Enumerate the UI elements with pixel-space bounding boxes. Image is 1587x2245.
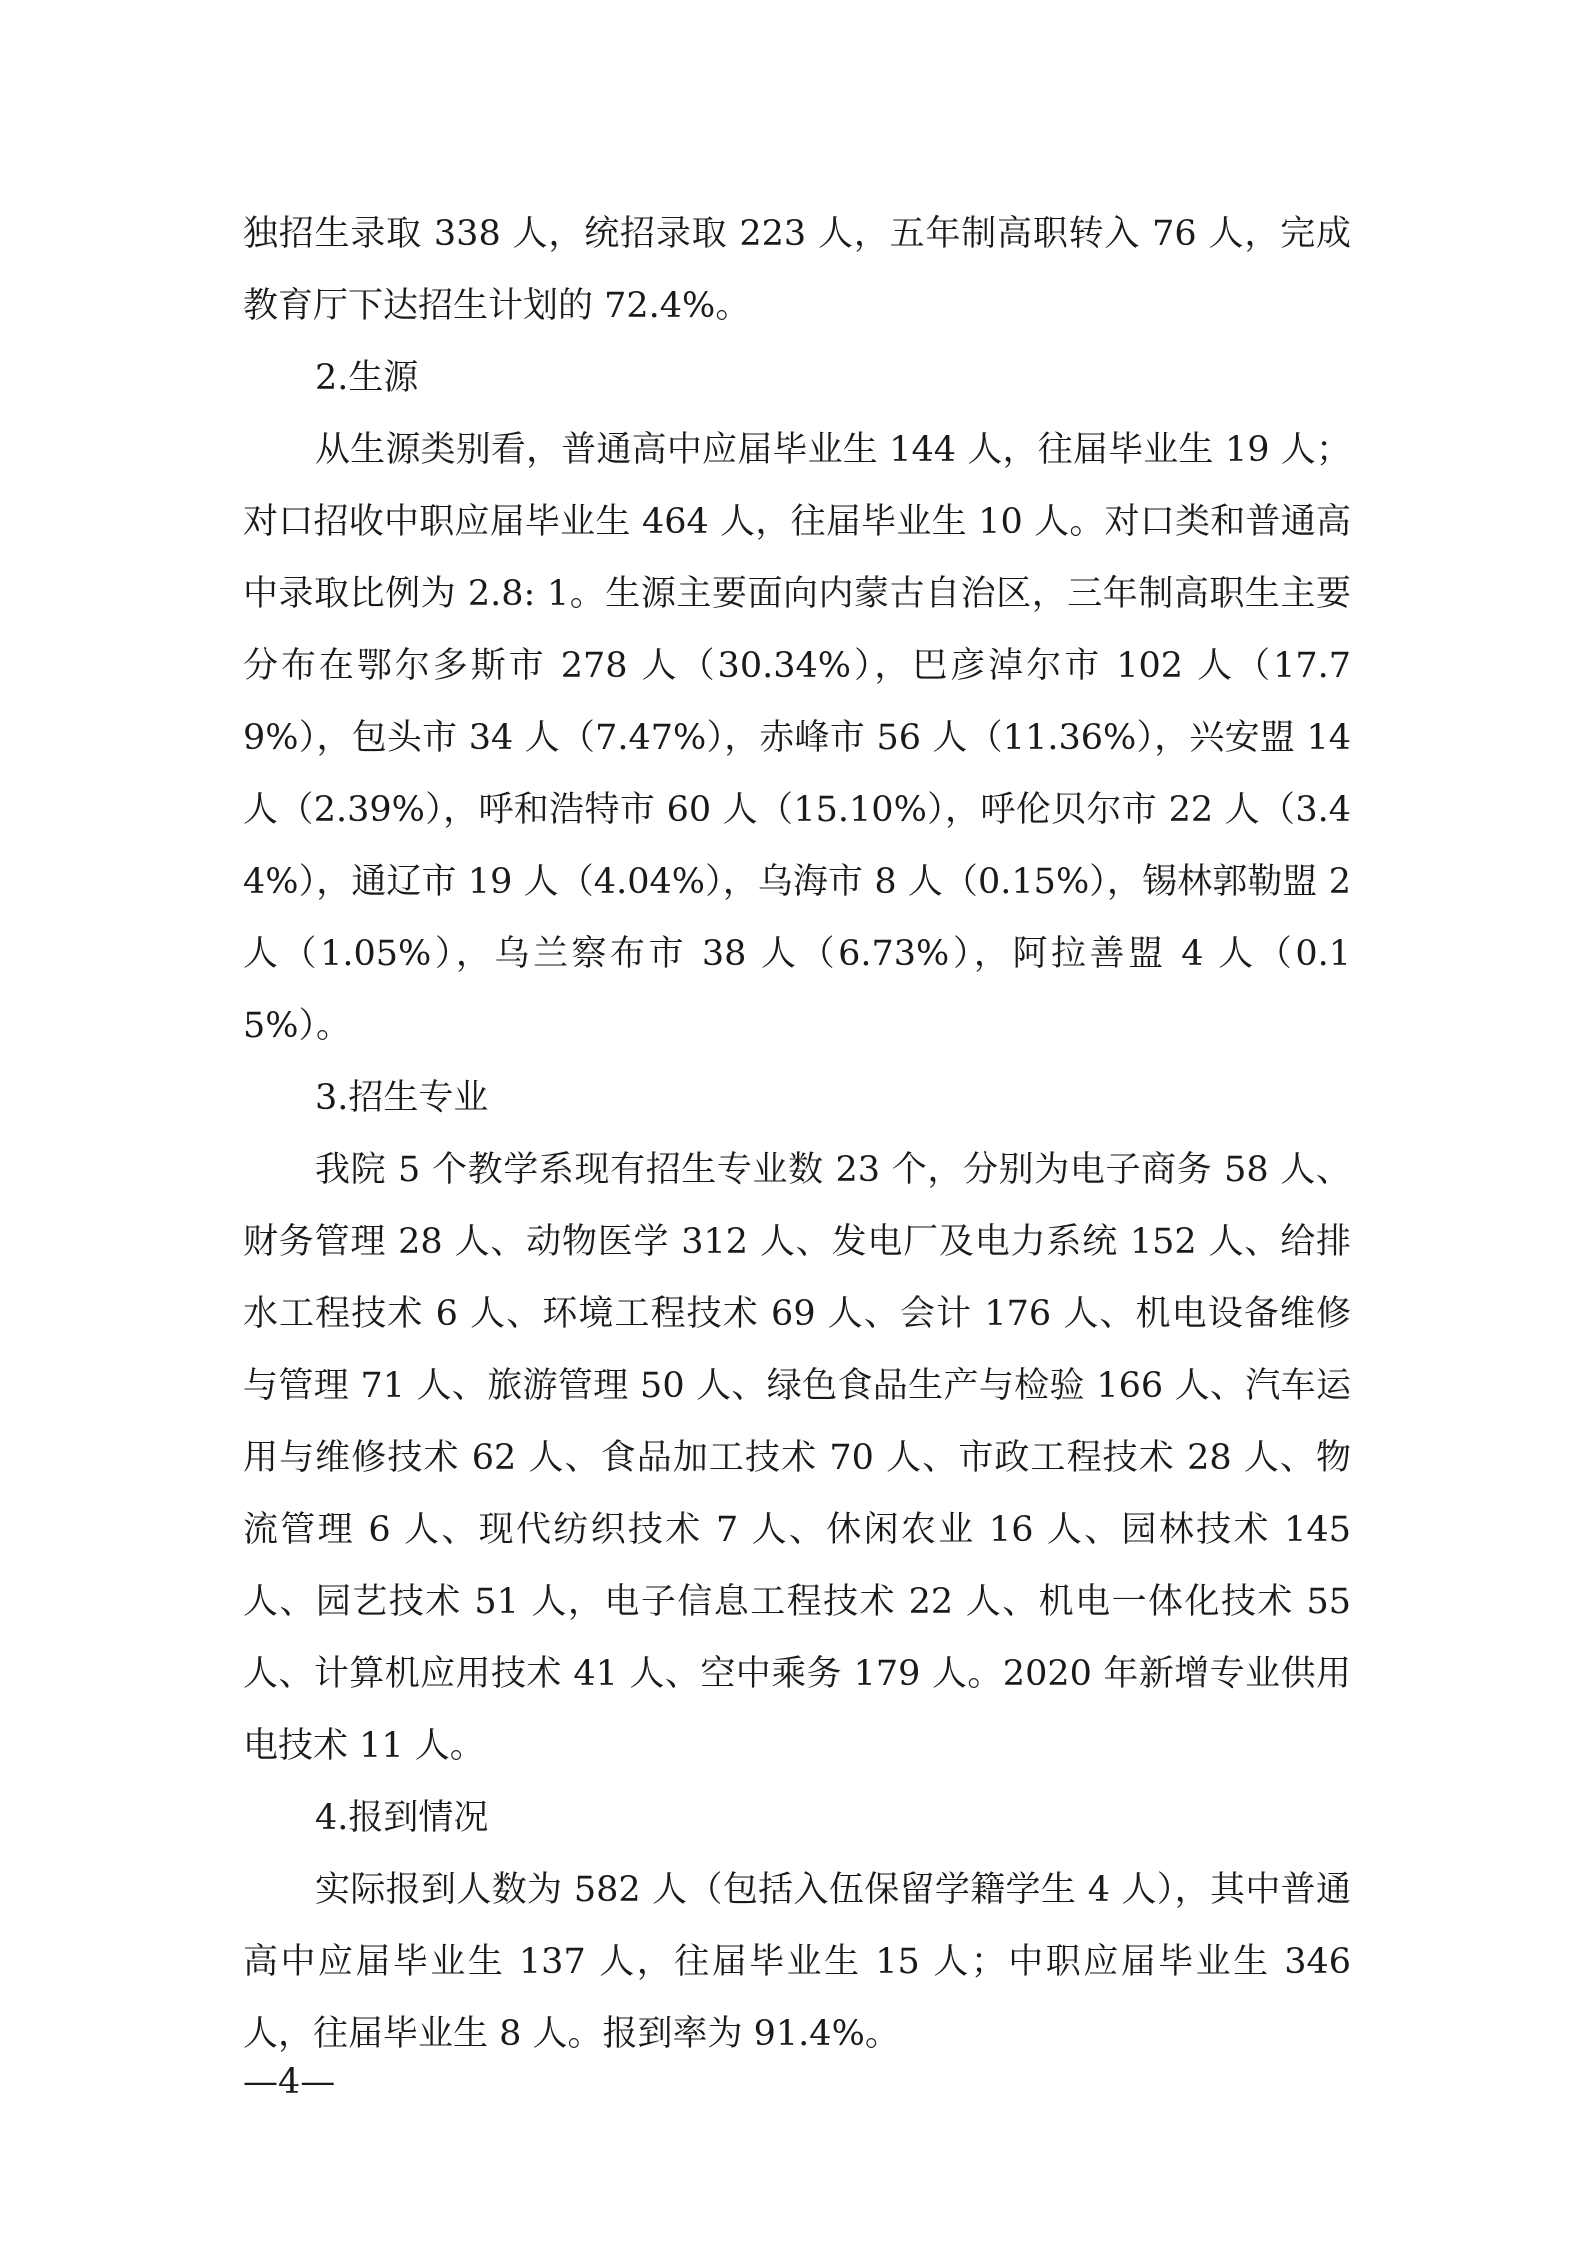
paragraph-student-source: 从生源类别看，普通高中应届毕业生 144 人，往届毕业生 19 人；对口招收中职应届毕业生 464 人，往届毕业生 10 人。对口类和普通高中录取比例为 2.8: 1。生源主要面向内蒙古自治区，三年制高职生主要分布在鄂尔多斯市 278 人（30.34%），巴彦淖尔市 102 人（17.79%），包头市 34 人（7.47%），赤峰市 56 人（11.36%），兴安盟 14 人（2.39%），呼和浩特市 60 人（15.10%），呼伦贝尔市 22 人（3.44%），通辽市 19 人（4.04%），乌海市 8 人（0.15%），锡林郭勒盟 2 人（1.05%），乌兰察布市 38 人（6.73%），阿拉善盟 4 人（0.15%）。: [243, 430, 1351, 1046]
section-heading-majors: 3.招生专业: [315, 1078, 489, 1118]
document-body: [243, 198, 1351, 2070]
paragraph-enrollment-summary: 独招生录取 338 人，统招录取 223 人，五年制高职转入 76 人，完成教育厅下达招生计划的 72.4%。: [243, 214, 1351, 326]
paragraph-registration: 实际报到人数为 582 人（包括入伍保留学籍学生 4 人），其中普通高中应届毕业生 137 人，往届毕业生 15 人；中职应届毕业生 346 人，往届毕业生 8 人。报到率为 91.4%。: [243, 1870, 1351, 2054]
paragraph-majors: 我院 5 个教学系现有招生专业数 23 个，分别为电子商务 58 人、财务管理 28 人、动物医学 312 人、发电厂及电力系统 152 人、给排水工程技术 6 人、环境工程技术 69 人、会计 176 人、机电设备维修与管理 71 人、旅游管理 50 人、绿色食品生产与检验 166 人、汽车运用与维修技术 62 人、食品加工技术 70 人、市政工程技术 28 人、物流管理 6 人、现代纺织技术 7 人、休闲农业 16 人、园林技术 145 人、园艺技术 51 人，电子信息工程技术 22 人、机电一体化技术 55 人、计算机应用技术 41 人、空中乘务 179 人。2020 年新增专业供用电技术 11 人。: [243, 1150, 1351, 1766]
page-number: —4—: [243, 2062, 336, 2102]
section-heading-student-source: 2.生源: [315, 358, 419, 398]
section-heading-registration: 4.报到情况: [315, 1798, 489, 1838]
